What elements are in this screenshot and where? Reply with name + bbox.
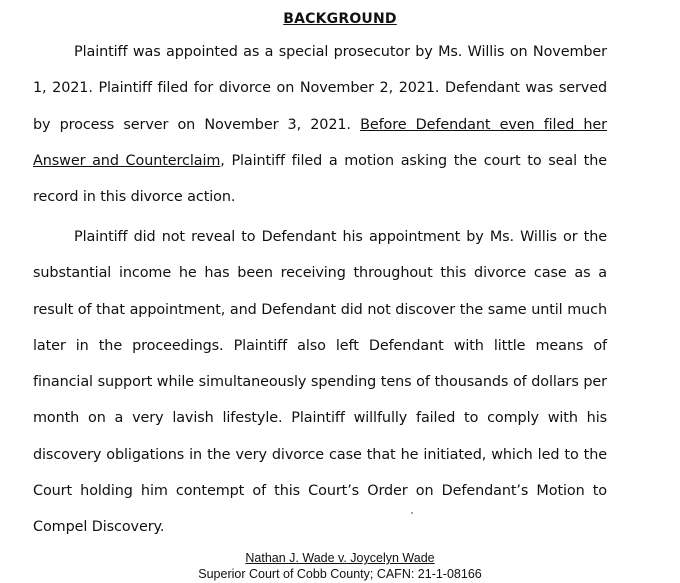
paragraph-2: [33, 219, 607, 546]
paragraph-1-text-b: , Plaintiff filed a motion asking the court to seal the record in this divorce action.: [33, 152, 607, 206]
stray-mark: [411, 512, 413, 514]
footer-case-name: Nathan J. Wade v. Joycelyn Wade: [245, 551, 435, 565]
section-heading: BACKGROUND: [283, 11, 397, 27]
footer-court-info: Superior Court of Cobb County; CAFN: 21-1-08166: [198, 567, 482, 581]
paragraph-2-text: Plaintiff did not reveal to Defendant his appointment by Ms. Willis or the substantial income he has been receiving throughout this divorce case as a result of that appointment, and Defendant did not discover the same until much later in the proceedings. Plaintiff also left Defendant with little means of financial support while simultaneously spending tens of thousands of dollars per month on a very lavish lifestyle. Plaintiff willfully failed to comply with his discovery obligations in the very divorce case that he initiated, which led to the Court holding him contempt of this Court’s Order on Defendant’s Motion to Compel Discovery.: [33, 229, 607, 536]
paragraph-1-underlined-text: Before Defendant even filed her Answer and Counterclaim: [33, 116, 607, 169]
paragraph-1-text-a: Plaintiff was appointed as a special prosecutor by Ms. Willis on November 1, 2021. Plaintiff filed for divorce on November 2, 2021. Defendant was served by process server on November 3, 2021.: [33, 44, 607, 133]
paragraph-1: [33, 34, 607, 215]
